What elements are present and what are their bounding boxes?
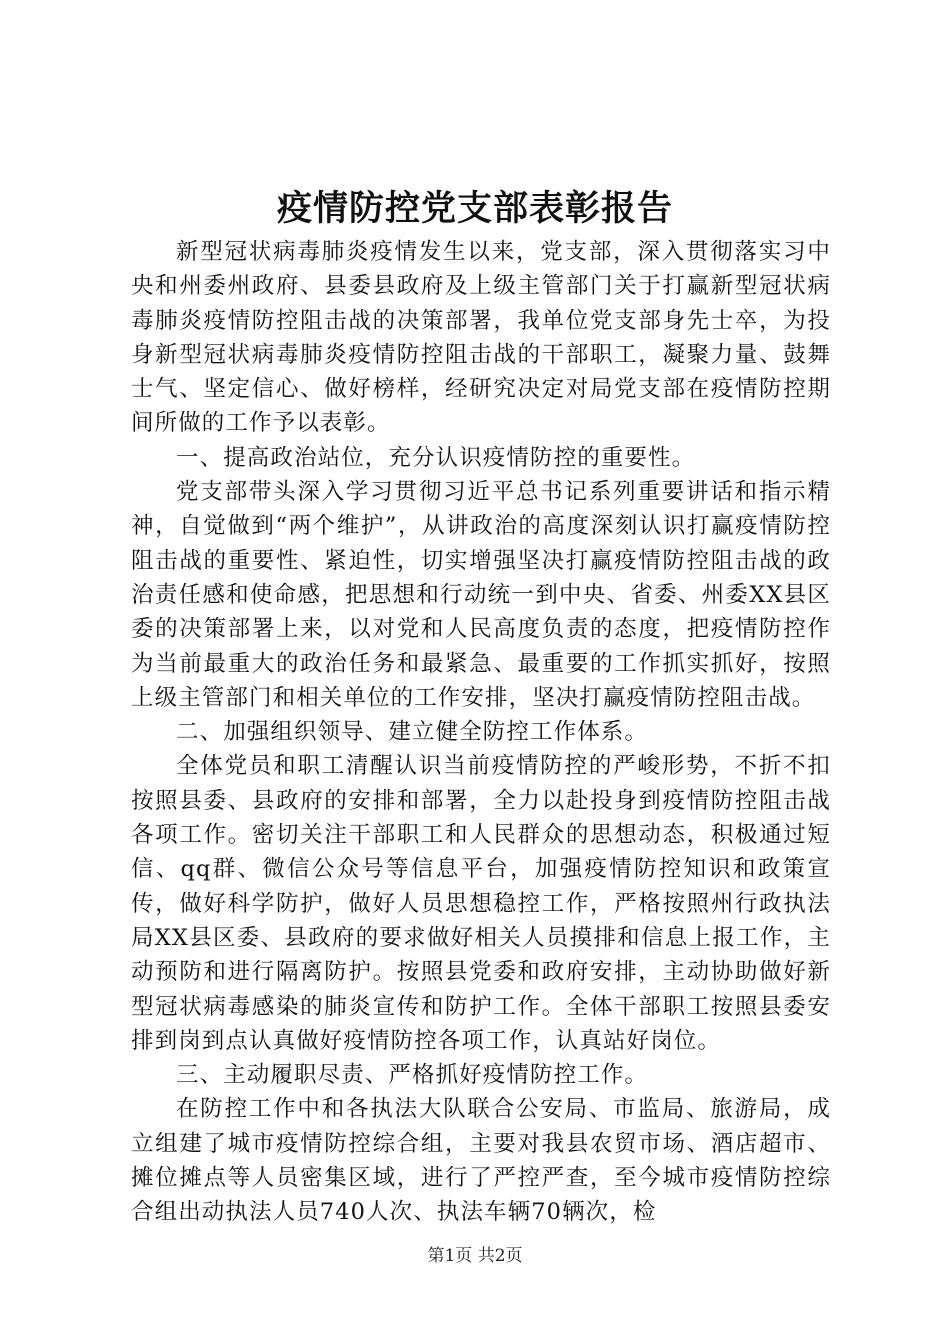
section-heading-1: 一、提高政治站位，充分认识疫情防控的重要性。 — [176, 444, 696, 471]
section-paragraph-3: 在防控工作中和各执法大队联合公安局、市监局、旅游局，成立组建了城市疫情防控综合组，主要对我县农贸市场、酒店超市、摊位摊点等人员密集区域，进行了严控严查，至今城市疫情防控综合组出动执法人员740人次、执法车辆70辆次，检 — [131, 1096, 831, 1226]
section-paragraph-2: 全体党员和职工清醒认识当前疫情防控的严峻形势，不折不扣按照县委、县政府的安排和部署，全力以赴投身到疫情防控阻击战各项工作。密切关注干部职工和人民群众的思想动态，积极通过短信、qq群、微信公众号等信息平台，加强疫情防控知识和政策宣传，做好科学防护，做好人员思想稳控工作，严格按照州行政执法局XX县区委、县政府的要求做好相关人员摸排和信息上报工作，主动预防和进行隔离防护。按照县党委和政府安排，主动协助做好新型冠状病毒感染的肺炎宣传和防护工作。全体干部职工按照县委安排到岗到点认真做好疫情防控各项工作，认真站好岗位。 — [131, 753, 831, 1054]
section-heading-3: 三、主动履职尽责、严格抓好疫情防控工作。 — [176, 1062, 649, 1089]
document-body — [131, 235, 831, 1230]
section-heading-2: 二、加强组织领导、建立健全防控工作体系。 — [176, 719, 649, 746]
document-title: 疫情防控党支部表彰报告 — [276, 188, 673, 229]
section-paragraph-1: 党支部带头深入学习贯彻习近平总书记系列重要讲话和指示精神，自觉做到“两个维护”，从讲政治的高度深刻认识打赢疫情防控阻击战的重要性、紧迫性，切实增强坚决打赢疫情防控阻击战的政治责任感和使命感，把思想和行动统一到中央、省委、州委XX县区委的决策部署上来，以对党和人民高度负责的态度，把疫情防控作为当前最重大的政治任务和最紧急、最重要的工作抓实抓好，按照上级主管部门和相关单位的工作安排，坚决打赢疫情防控阻击战。 — [131, 479, 831, 711]
intro-paragraph: 新型冠状病毒肺炎疫情发生以来，党支部，深入贯彻落实习中央和州委州政府、县委县政府及上级主管部门关于打赢新型冠状病毒肺炎疫情防控阻击战的决策部署，我单位党支部身先士卒，为投身新型冠状病毒肺炎疫情防控阻击战的干部职工，凝聚力量、鼓舞士气、坚定信心、做好榜样，经研究决定对局党支部在疫情防控期间所做的工作予以表彰。 — [131, 239, 831, 437]
page-footer: 第1页 共2页 — [427, 1246, 523, 1266]
